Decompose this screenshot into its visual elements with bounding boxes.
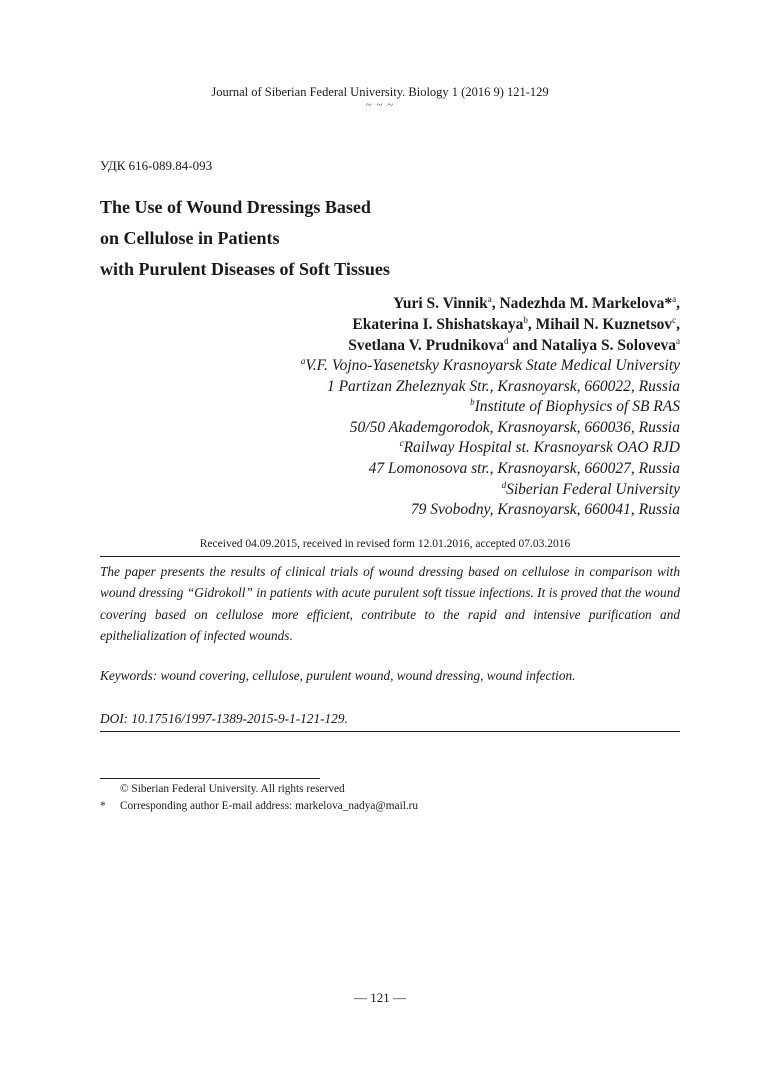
title-line: with Purulent Diseases of Soft Tissues [100, 259, 390, 279]
author-affiliation-mark: b [523, 315, 528, 325]
author-name: Nadezhda M. Markelova* [499, 295, 673, 312]
affiliation-address: 50/50 Akademgorodok, Krasnoyarsk, 660036, Russia [349, 418, 680, 436]
author-line: Ekaterina I. Shishatskaya$^b$, Mihail N. Kuznetsov$^c$, [352, 315, 680, 333]
author-affiliation-mark: a [672, 294, 677, 304]
author-name: Nataliya S. Soloveva [541, 337, 676, 354]
affiliation-name: $^b$Institute of Biophysics of SB RAS [470, 397, 680, 416]
title-line: on Cellulose in Patients [100, 228, 280, 248]
author-list [80, 293, 680, 356]
author-line: Svetlana V. Prudnikova$^d$ and Nataliya S. Soloveva$^a$ [348, 336, 680, 354]
abstract-bottom-rule [100, 731, 680, 732]
journal-header: Journal of Siberian Federal University. Biology 1 (2016 9) 121-129 [211, 85, 549, 99]
footnote-corresponding-author: * Corresponding author E-mail address: markelova_nadya@mail.ru [100, 800, 419, 812]
author-affiliation-mark: c [672, 315, 677, 325]
author-name: Svetlana V. Prudnikova [348, 337, 504, 354]
footnote-copyright: © Siberian Federal University. All rights reserved [120, 783, 345, 795]
udc-code: УДК 616-089.84-093 [100, 158, 213, 173]
doi: DOI: 10.17516/1997-1389-2015-9-1-121-129. [100, 711, 348, 726]
abstract-text: The paper presents the results of clinical trials of wound dressing based on cellulose in comparison with wound dressing “Gidrokoll” in patients with acute purulent soft tissue infections. It is proved that the wound covering based on cellulose more efficient, contribute to the rapid and intensive purification and epithelialization of infected wounds. [100, 564, 680, 644]
journal-ornament: ~ ~ ~ [365, 99, 395, 111]
affiliation-address: 1 Partizan Zheleznyak Str., Krasnoyarsk, 660022, Russia [326, 377, 680, 395]
abstract-top-rule [100, 556, 680, 557]
author-affiliation-mark: a [676, 336, 680, 346]
affiliation-list [80, 356, 680, 521]
author-affiliation-mark: a [487, 294, 492, 304]
footnotes [100, 781, 680, 815]
received-dates: Received 04.09.2015, received in revised form 12.01.2016, accepted 07.03.2016 [199, 538, 571, 550]
author-affiliation-mark: d [503, 336, 509, 346]
article-title [100, 192, 660, 285]
author-name: Mihail N. Kuznetsov [535, 316, 673, 333]
footnote-rule [100, 778, 320, 779]
affiliation-name: $^a$V.F. Vojno-Yasenetsky Krasnoyarsk State Medical University [300, 356, 680, 374]
title-line: The Use of Wound Dressings Based [100, 197, 371, 217]
affiliation-name: $^d$Siberian Federal University [501, 479, 680, 498]
author-name: Ekaterina I. Shishatskaya [352, 316, 524, 333]
affiliation-address: 79 Svobodny, Krasnoyarsk, 660041, Russia [410, 501, 680, 519]
affiliation-name: $^c$Railway Hospital st. Krasnoyarsk OAO RJD [399, 438, 680, 457]
author-name: Yuri S. Vinnik [393, 295, 488, 312]
affiliation-address: 47 Lomonosova str., Krasnoyarsk, 660027, Russia [368, 459, 680, 477]
page-number: — 121 — [354, 990, 406, 1005]
keywords: Keywords: wound covering, cellulose, purulent wound, wound dressing, wound infection. [100, 668, 576, 683]
author-line: Yuri S. Vinnik$^a$, Nadezhda M. Markelova*$^a$, [393, 294, 680, 312]
